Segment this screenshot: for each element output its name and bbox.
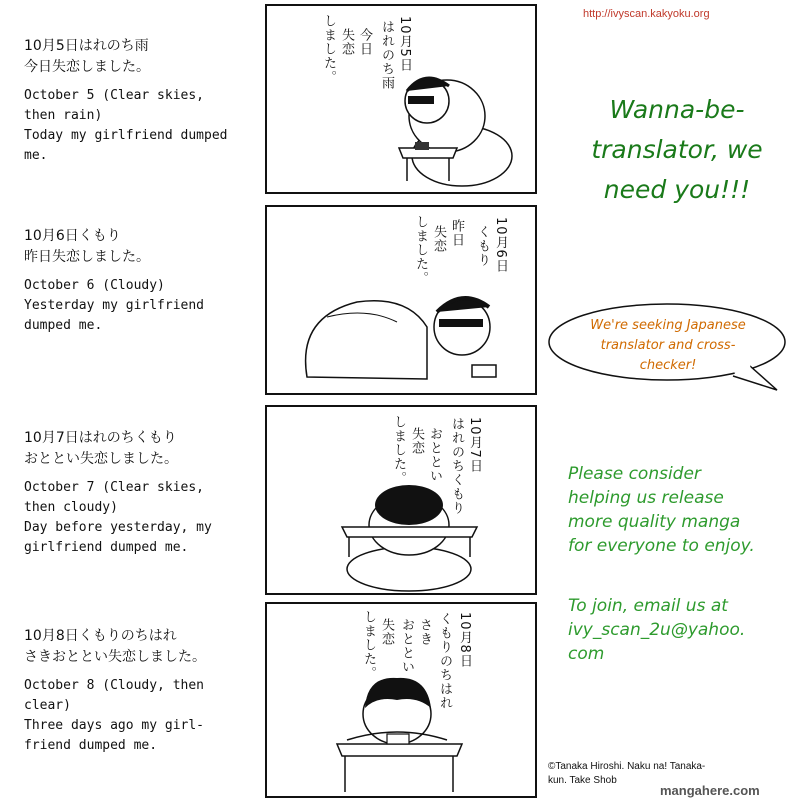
panel-text: はれのちくもり — [449, 417, 464, 515]
speech-bubble-text: We're seeking Japanese translator and cross- checker! — [590, 318, 746, 373]
join-email-text[interactable]: To join, email us at ivy_scan_2u@yahoo. com — [568, 596, 746, 664]
copyright-notice: ©Tanaka Hiroshi. Naku na! Tanaka- kun. Take Shob — [548, 761, 706, 786]
comic-panel-2 — [265, 205, 537, 395]
comic-panel-4 — [265, 602, 537, 798]
panel-text: 10月5日 — [397, 16, 412, 72]
panel-text: 10月8日 — [457, 612, 472, 668]
caption-en: October 6 (Cloudy) Yesterday my girlfriend dumped me. — [24, 278, 205, 333]
panel-text: おととい — [399, 618, 414, 674]
panel-text: くもり — [475, 225, 490, 267]
caption-oct-7 — [24, 428, 256, 558]
panel-text: おととい — [427, 427, 442, 483]
site-url[interactable]: http://ivyscan.kakyoku.org — [583, 8, 710, 20]
panel-text: 10月7日 — [467, 417, 482, 473]
panel-text: しました。 — [361, 610, 376, 680]
panel-text: はれのち雨 — [379, 20, 394, 90]
panel-text: 失恋 — [409, 427, 424, 455]
caption-oct-5 — [24, 36, 256, 166]
panel-text: しました。 — [321, 14, 336, 84]
panel-text: 失恋 — [431, 225, 446, 253]
panel-text: さき — [417, 618, 432, 646]
panel-text: 失恋 — [339, 28, 354, 56]
caption-jp: 10月6日くもり 昨日失恋しました。 — [24, 228, 150, 265]
panel-text: しました。 — [413, 215, 428, 285]
comic-panel-3 — [265, 405, 537, 595]
speech-bubble — [545, 300, 790, 392]
caption-en: October 7 (Clear skies, then cloudy) Day before yesterday, my girlfriend dumped me. — [24, 480, 212, 555]
promo-text: Please consider helping us release more quality manga for everyone to enjoy. — [568, 464, 755, 556]
panel-text: 失恋 — [379, 618, 394, 646]
panel-text: 今日 — [357, 28, 372, 56]
caption-oct-6 — [24, 226, 256, 336]
caption-en: October 5 (Clear skies, then rain) Today my girlfriend dumped me. — [24, 88, 228, 163]
recruitment-headline: Wanna-be- translator, we need you!!! — [591, 95, 763, 204]
panel-text: 10月6日 — [493, 217, 508, 273]
caption-jp: 10月8日くもりのちはれ さきおととい失恋しました。 — [24, 628, 206, 665]
panel-text: 昨日 — [449, 219, 464, 247]
panel-text: くもりのちはれ — [437, 612, 452, 710]
panel-text: しました。 — [391, 415, 406, 485]
caption-jp: 10月7日はれのちくもり おととい失恋しました。 — [24, 430, 178, 467]
caption-jp: 10月5日はれのち雨 今日失恋しました。 — [24, 38, 150, 75]
watermark: mangahere.com — [660, 783, 760, 798]
caption-en: October 8 (Cloudy, then clear) Three days ago my girl- friend dumped me. — [24, 678, 205, 753]
comic-panel-1 — [265, 4, 537, 194]
caption-oct-8 — [24, 626, 256, 756]
